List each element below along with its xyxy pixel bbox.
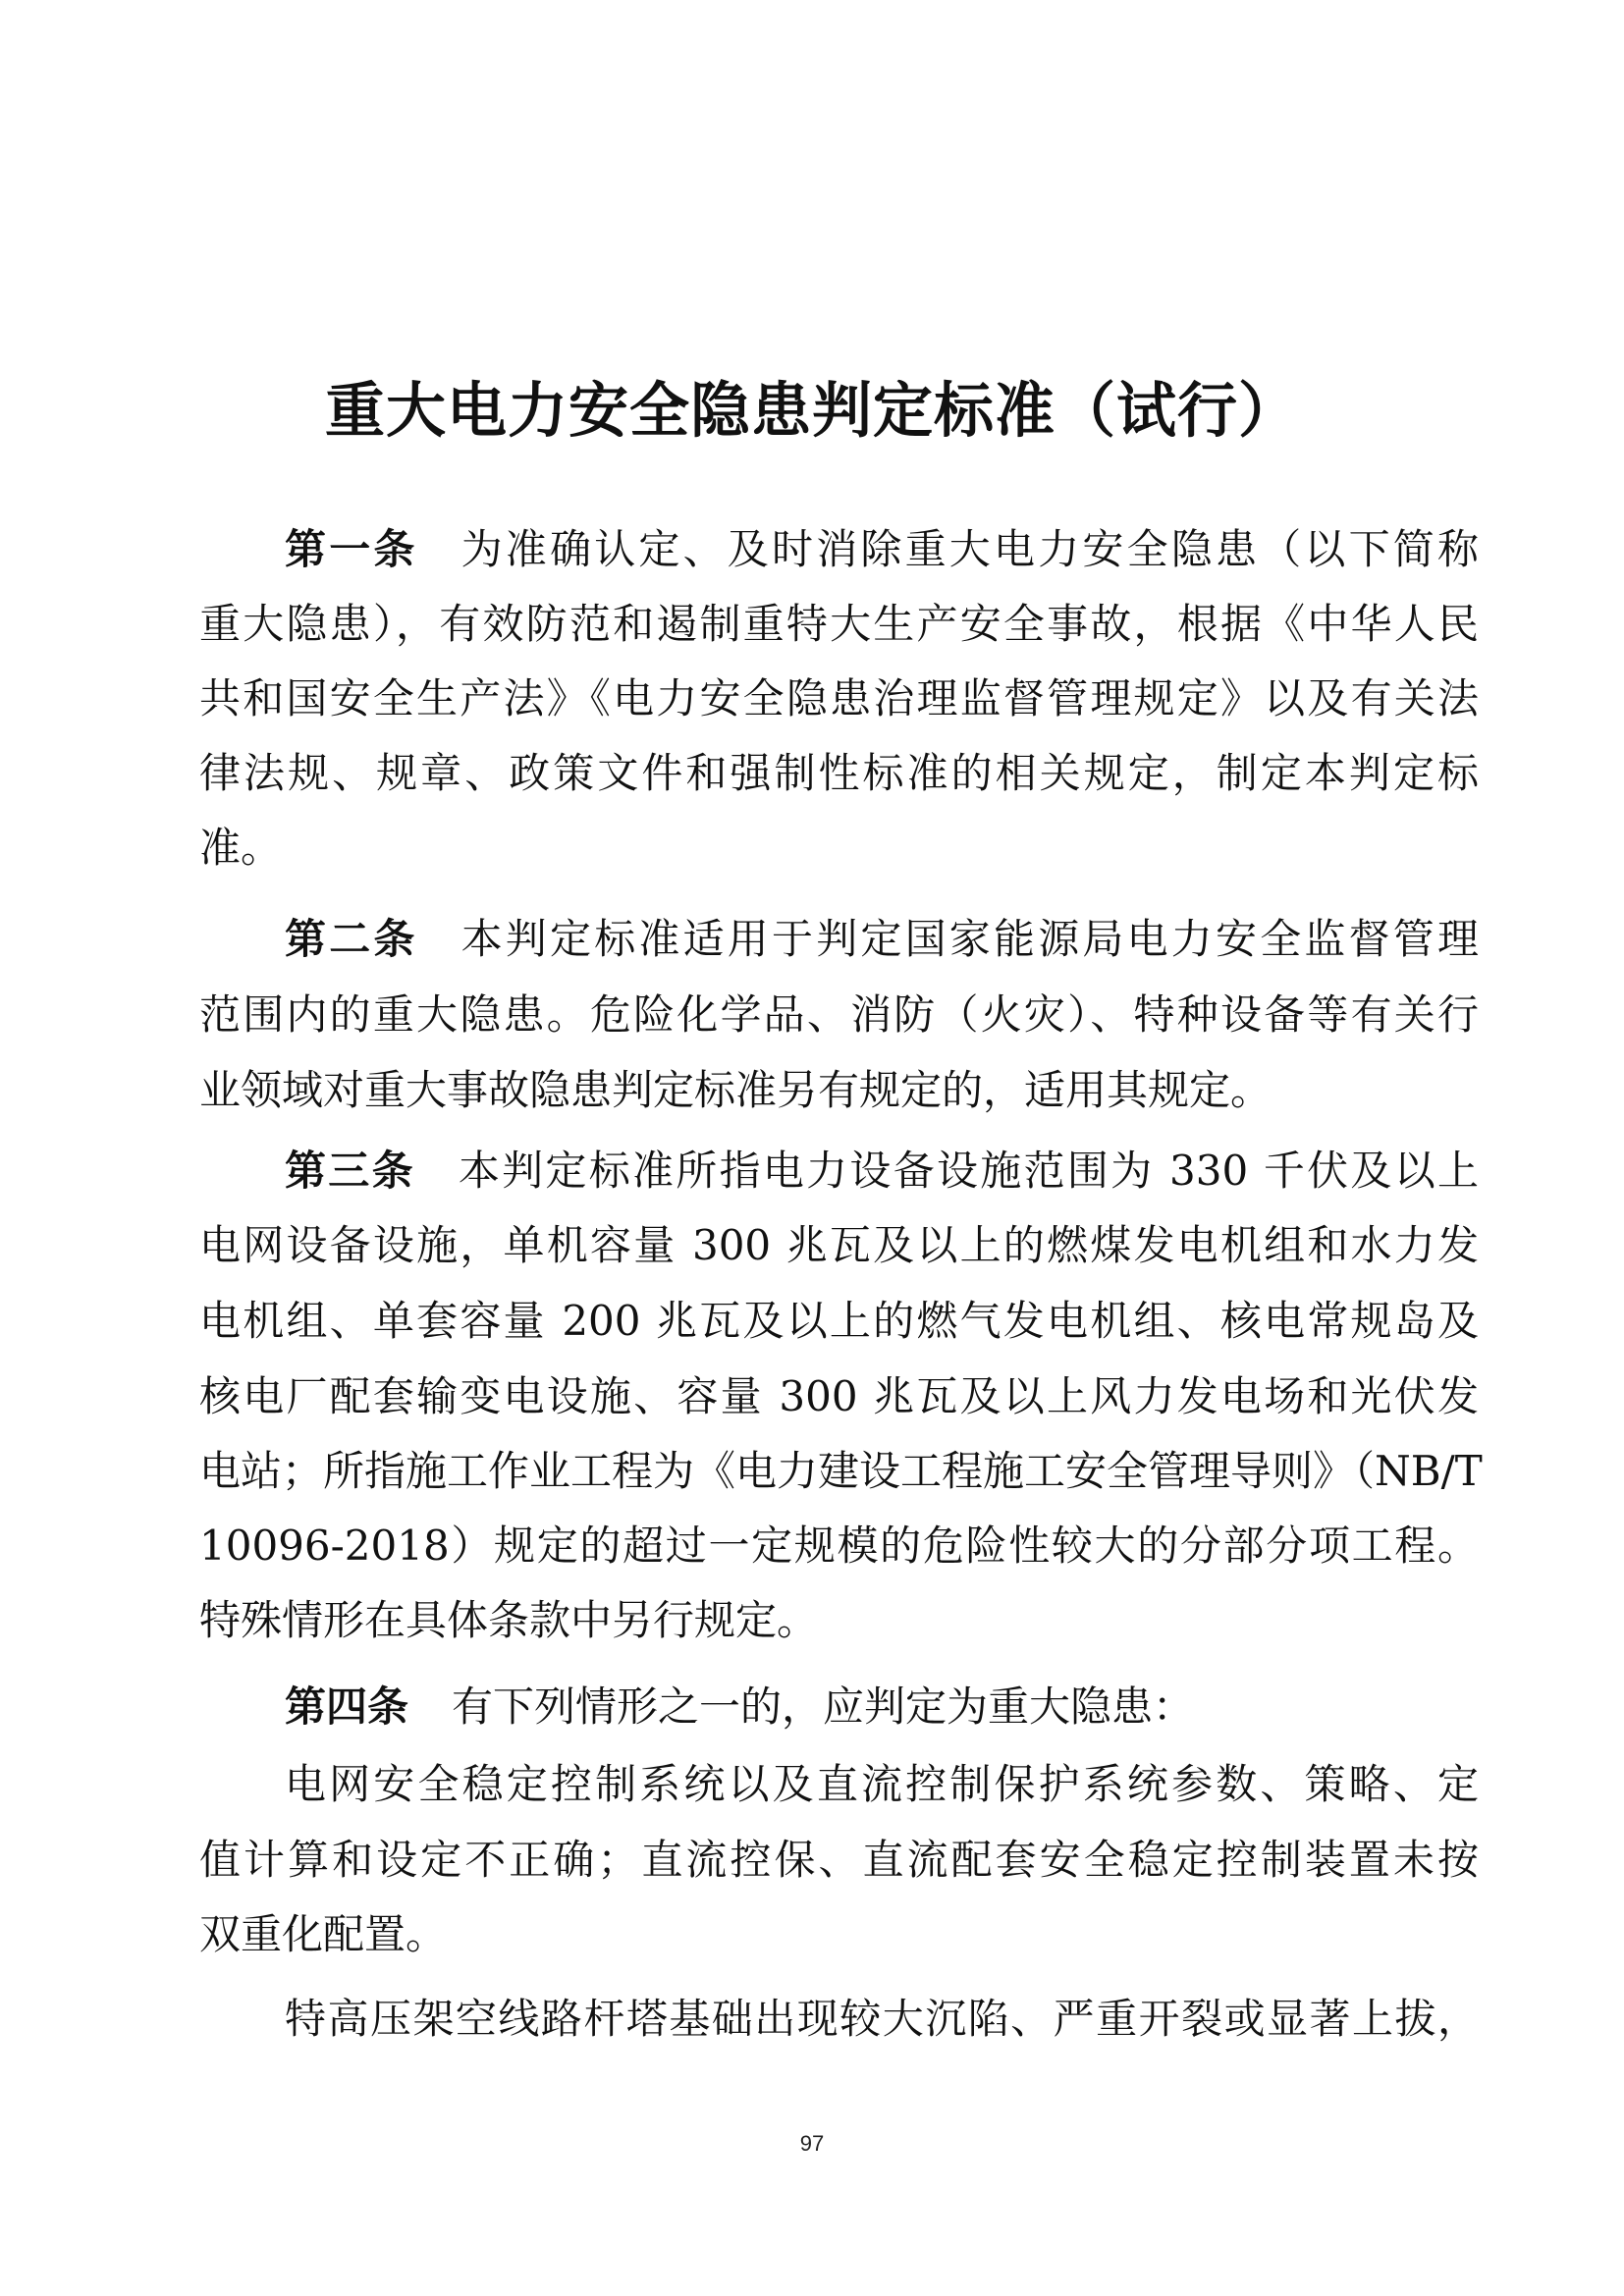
article-3-line-7: 特殊情形在具体条款中另行规定。 xyxy=(199,1596,819,1644)
article-2-label: 第二条 xyxy=(285,915,418,963)
item-1-line-3: 双重化配置。 xyxy=(199,1910,448,1958)
article-3-line-4: 核电厂配套输变电设施、容量 300 兆瓦及以上风力发电场和光伏发 xyxy=(199,1372,1479,1420)
article-3-line-5: 电站；所指施工作业工程为《电力建设工程施工安全管理导则》（NB/T xyxy=(199,1447,1483,1495)
article-1-label: 第一条 xyxy=(285,525,418,573)
article-3-line-6: 10096-2018）规定的超过一定规模的危险性较大的分部分项工程。 xyxy=(199,1522,1479,1570)
article-3-label: 第三条 xyxy=(285,1147,415,1195)
page-number: 97 xyxy=(799,2131,825,2156)
article-2-line-2: 范围内的重大隐患。危险化学品、消防（火灾）、特种设备等有关行 xyxy=(199,990,1479,1039)
article-2-line-1: 第二条 本判定标准适用于判定国家能源局电力安全监督管理 xyxy=(285,915,1479,963)
item-1-line-2: 值计算和设定不正确；直流控保、直流配套安全稳定控制装置未按 xyxy=(199,1836,1479,1884)
article-4-label: 第四条 xyxy=(285,1682,409,1731)
article-3-line-1: 第三条 本判定标准所指电力设备设施范围为 330 千伏及以上 xyxy=(285,1147,1479,1195)
document-title: 重大电力安全隐患判定标准（试行） xyxy=(324,376,1299,446)
article-2-line-3: 业领域对重大事故隐患判定标准另有规定的，适用其规定。 xyxy=(199,1066,1272,1114)
item-1-line-1: 电网安全稳定控制系统以及直流控制保护系统参数、策略、定 xyxy=(285,1760,1479,1808)
article-3-line-2: 电网设备设施，单机容量 300 兆瓦及以上的燃煤发电机组和水力发 xyxy=(199,1221,1479,1269)
article-3-line-3: 电机组、单套容量 200 兆瓦及以上的燃气发电机组、核电常规岛及 xyxy=(199,1297,1479,1345)
item-2-line-1: 特高压架空线路杆塔基础出现较大沉陷、严重开裂或显著上拔， xyxy=(285,1995,1479,2043)
article-4-line-1: 第四条 有下列情形之一的，应判定为重大隐患： xyxy=(285,1682,1195,1731)
article-1-line-2: 重大隐患），有效防范和遏制重特大生产安全事故，根据《中华人民 xyxy=(199,600,1479,648)
article-1-line-3: 共和国安全生产法》《电力安全隐患治理监督管理规定》以及有关法 xyxy=(199,674,1479,722)
article-1-line-4: 律法规、规章、政策文件和强制性标准的相关规定，制定本判定标 xyxy=(199,749,1479,797)
article-1-line-5: 准。 xyxy=(199,824,283,872)
article-1-line-1: 第一条 为准确认定、及时消除重大电力安全隐患（以下简称 xyxy=(285,525,1479,573)
